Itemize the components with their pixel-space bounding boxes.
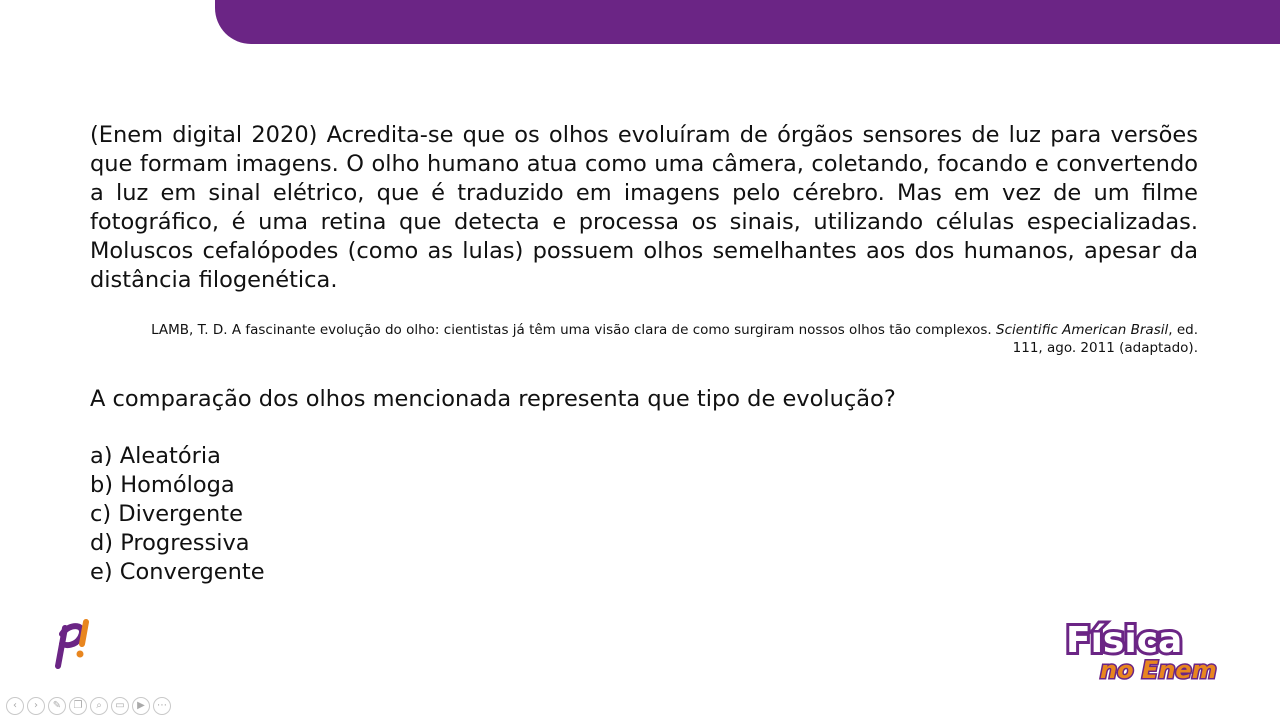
option-e: e) Convergente: [90, 559, 265, 585]
top-banner: [215, 0, 1280, 44]
option-b: b) Homóloga: [90, 472, 235, 498]
question-text: (Enem digital 2020) Acredita-se que os olhos evoluíram de órgãos sensores de luz para versões que formam imagens. O olho humano atua como uma câmera, coletando, focando e convertendo a luz em sinal elétrico, que é traduzido em imagens pelo cérebro. Mas em vez de um filme fotográfico, é uma retina que detecta e processa os sinais, utilizando células especializadas. Moluscos cefalópodes (como as lulas) possuem olhos semelhantes aos dos humanos, apesar da distância filogenética.: [90, 122, 1198, 293]
p-exclamation-logo: [40, 614, 100, 674]
option-c: c) Divergente: [90, 501, 243, 527]
next-icon[interactable]: ›: [27, 697, 45, 715]
video-icon[interactable]: ▶: [132, 697, 150, 715]
subtitles-icon[interactable]: ▭: [111, 697, 129, 715]
citation-journal: Scientific American Brasil: [996, 322, 1169, 338]
question-prompt: A comparação dos olhos mencionada representa que tipo de evolução?: [90, 386, 896, 412]
pen-icon[interactable]: ✎: [48, 697, 66, 715]
fisica-no-enem-logo: [1062, 612, 1242, 686]
option-d: d) Progressiva: [90, 530, 250, 556]
copy-icon[interactable]: ❐: [69, 697, 87, 715]
answer-options: [90, 442, 265, 587]
player-controls: [6, 697, 171, 715]
citation-main: LAMB, T. D. A fascinante evolução do olho: cientistas já têm uma visão clara de como surgiram nossos olhos tão complexos.: [151, 322, 996, 338]
citation-tail: , ed. 111, ago. 2011 (adaptado).: [1012, 322, 1198, 356]
previous-icon[interactable]: ‹: [6, 697, 24, 715]
logo-word-fisica: Física: [1066, 620, 1183, 661]
zoom-icon[interactable]: ⌕: [90, 697, 108, 715]
more-icon[interactable]: ⋯: [153, 697, 171, 715]
logo-word-no-enem: no Enem: [1100, 656, 1217, 684]
option-a: a) Aleatória: [90, 443, 221, 469]
citation: [120, 321, 1198, 357]
